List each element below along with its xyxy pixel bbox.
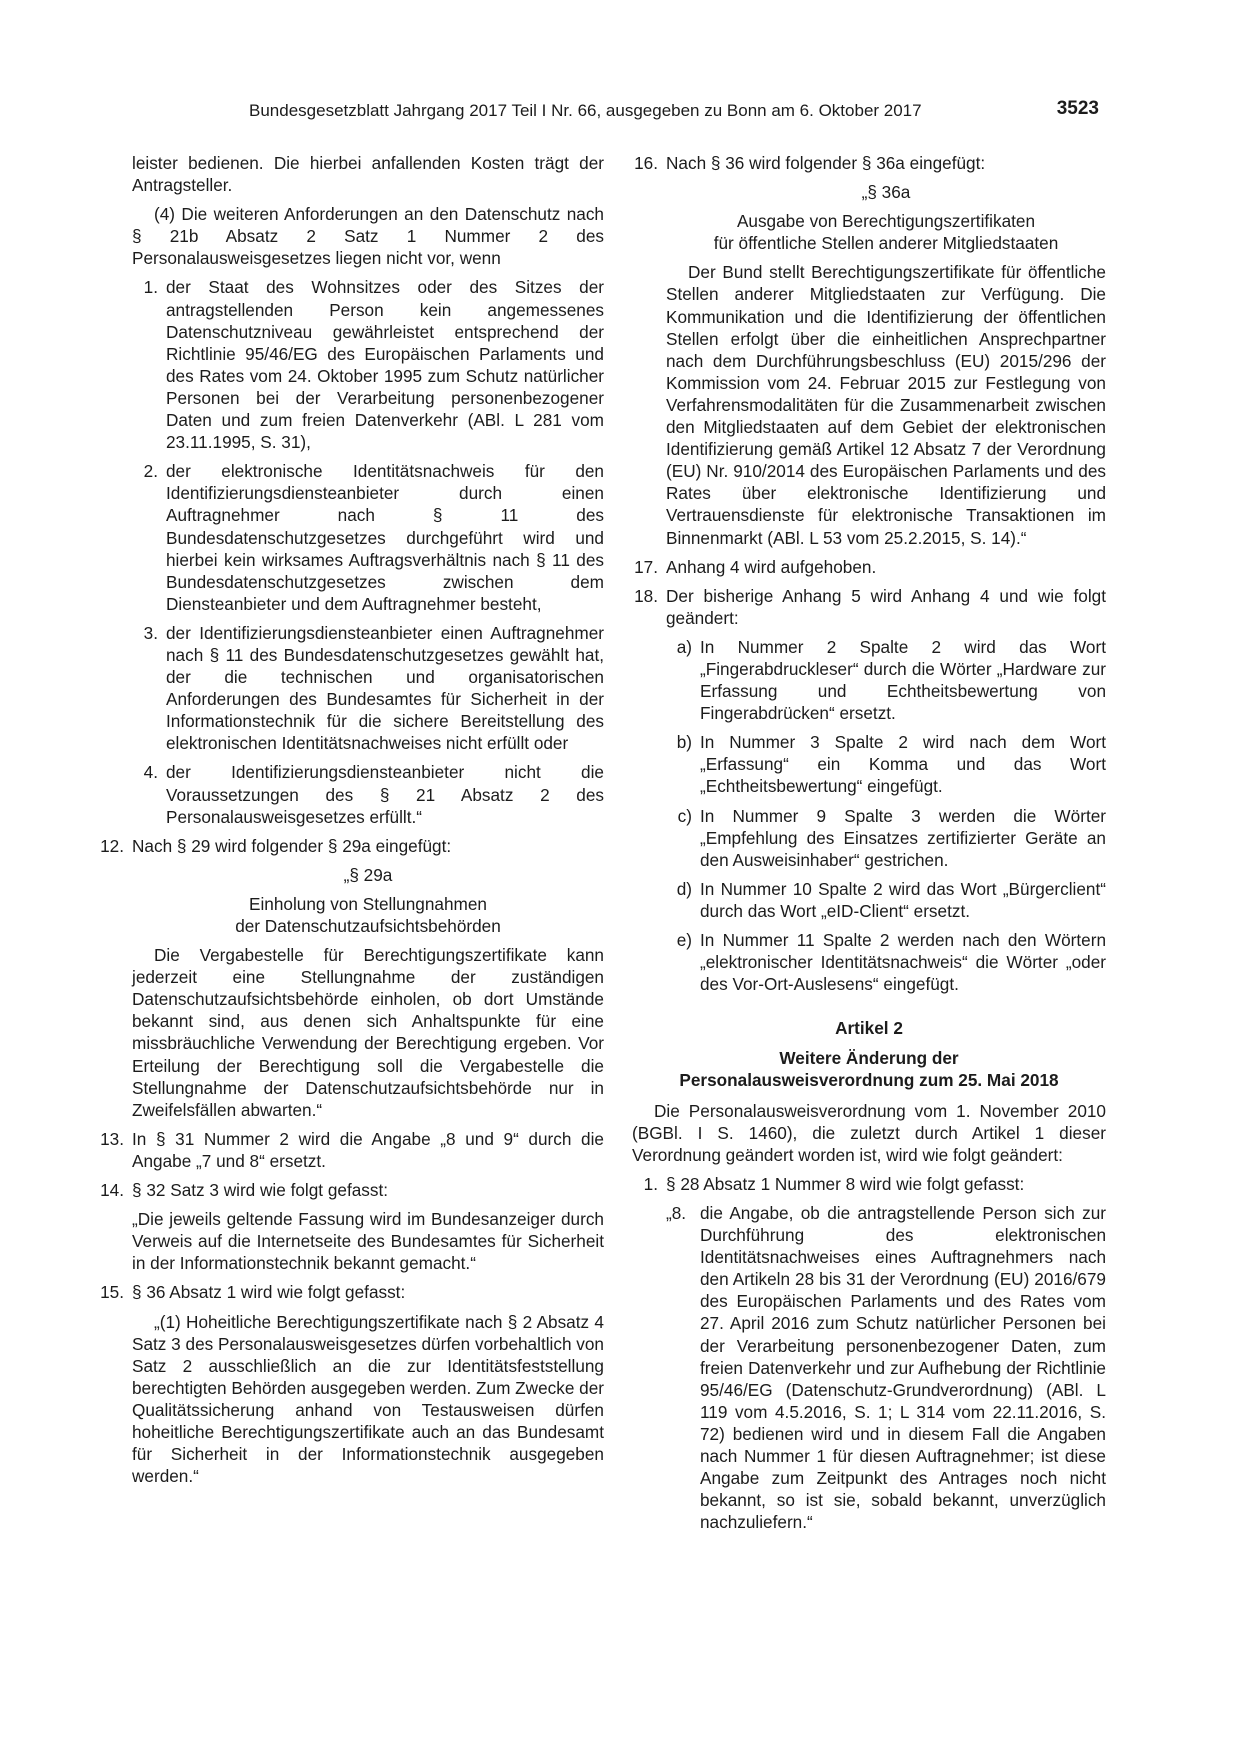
article-2-item-1 xyxy=(632,1173,1106,1195)
section-36a-block xyxy=(666,181,1106,549)
list-item xyxy=(132,276,604,453)
section-29a-title-line2: der Datenschutzaufsichtsbehörden xyxy=(235,916,501,936)
item-text: Anhang 4 wird aufgehoben. xyxy=(666,556,877,577)
sub-item xyxy=(666,929,1106,995)
article-heading: Artikel 2 xyxy=(835,1018,903,1039)
sub-item xyxy=(666,805,1106,871)
list-text: der Identifizierungsdiensteanbieter einen Auftragnehmer nach § 11 des Bundesdatenschutzgesetzes gewählt hat, der die technischen und organisatorischen Anforderungen des Bundesamtes für Sicherheit in der Informationstechnik für die sichere Bereitstellung des elektronischen Identitätsnachweises nicht erfüllt oder xyxy=(166,622,604,754)
amendment-item-15 xyxy=(98,1281,604,1303)
right-column xyxy=(632,152,1106,1540)
sub-item-text: In Nummer 10 Spalte 2 wird das Wort „Bürgerclient“ durch das Wort „eID-Client“ ersetzt. xyxy=(700,878,1106,921)
section-36a-title-line1: Ausgabe von Berechtigungszertifikaten xyxy=(736,211,1036,232)
item-text: Der bisherige Anhang 5 wird Anhang 4 und wie folgt geändert: xyxy=(666,585,1106,628)
article-title-line2: Personalausweisverordnung zum 25. Mai 2018 xyxy=(679,1070,1059,1091)
item-text: Nach § 36 wird folgender § 36a eingefügt: xyxy=(666,153,986,173)
left-column xyxy=(100,152,604,1494)
item-15-quote: „(1) Hoheitliche Berechtigungszertifikate nach § 2 Absatz 4 Satz 3 des Personalausweisgesetzes dürfen vorbehaltlich von Satz 2 ausschließlich an die zur Identitätsfeststellung berechtigten Behörden ausgegeben werden. Zum Zwecke der Qualitätssicherung anhand von Testausweisen dürfen hoheitliche Berechtigungszertifikate auch an das Bundesamt für Sicherheit in der Informationstechnik ausgegeben werden.“ xyxy=(132,1311,604,1487)
continued-paragraph: leister bedienen. Die hierbei anfallenden Kosten trägt der Antragsteller. xyxy=(132,153,604,196)
sub-item-text: In Nummer 9 Spalte 3 werden die Wörter „Empfehlung des Einsatzes zertifizierter Geräte an den Ausweisinhaber“ gestrichen. xyxy=(700,805,1106,870)
running-title: Bundesgesetzblatt Jahrgang 2017 Teil I Nr. 66, ausgegeben zu Bonn am 6. Oktober 2017 xyxy=(249,101,922,120)
sub-item-letter: c) xyxy=(677,805,692,826)
sub-item-letter: a) xyxy=(676,636,692,657)
section-29a-text: Die Vergabestelle für Berechtigungszertifikate kann jederzeit eine Stellungnahme der zuständigen Datenschutzaufsichtsbehörde einholen, ob dort Umstände bekannt sind, aus denen sich Anhaltspunkte für eine missbräuchliche Verwendung der Berechtigung ergeben. Vor Erteilung der Berechtigung soll die Vergabestelle die Stellungnahme der Datenschutzaufsichtsbehörde nur in Zweifelsfällen abwarten.“ xyxy=(132,945,604,1120)
section-36a-title-line2: für öffentliche Stellen anderer Mitgliedstaaten xyxy=(713,233,1059,254)
item-text: § 32 Satz 3 wird wie folgt gefasst: xyxy=(132,1180,389,1201)
amendment-item-13 xyxy=(98,1128,604,1172)
item-number: 18. xyxy=(634,585,658,606)
sub-item xyxy=(666,731,1106,797)
list-item xyxy=(132,460,604,615)
sub-item-letter: e) xyxy=(676,930,692,950)
item-number: 17. xyxy=(634,556,658,577)
item-14-quote: „Die jeweils geltende Fassung wird im Bundesanzeiger durch Verweis auf die Internetseite des Bundesamtes für Sicherheit in der Informationstechnik bekannt gemacht.“ xyxy=(132,1209,604,1274)
item-number: 15. xyxy=(100,1282,124,1303)
section-36a-title xyxy=(666,210,1106,254)
list-text: der Identifizierungsdiensteanbieter nicht die Voraussetzungen des § 21 Absatz 2 des Personalausweisgesetzes erfüllt.“ xyxy=(166,762,604,827)
item-number: 13. xyxy=(100,1128,124,1149)
list-number: 4. xyxy=(143,762,158,783)
list-number: 2. xyxy=(143,461,158,482)
section-29a-title xyxy=(132,893,604,937)
item-number: 14. xyxy=(100,1180,124,1201)
section-29a-title-line1: Einholung von Stellungnahmen xyxy=(249,893,487,914)
quoted-number: „8. xyxy=(666,1202,687,1223)
sub-item-letter: d) xyxy=(676,878,692,899)
article-intro: Die Personalausweisverordnung vom 1. November 2010 (BGBl. I S. 1460), die zuletzt durch Artikel 1 dieser Verordnung geändert worden ist, wird wie folgt geändert: xyxy=(632,1100,1106,1165)
item-text: Nach § 29 wird folgender § 29a eingefügt: xyxy=(132,835,452,856)
sub-item-text: In Nummer 11 Spalte 2 werden nach den Wörtern „elektronischer Identitätsnachweis“ die Wörter „oder des Vor-Ort-Auslesens“ eingefügt. xyxy=(700,930,1106,995)
article-title-line1: Weitere Änderung der xyxy=(779,1048,959,1069)
amendment-item-16 xyxy=(632,152,1106,174)
amendment-item-17 xyxy=(632,556,1106,578)
sub-item xyxy=(666,878,1106,922)
list-text: der Staat des Wohnsitzes oder des Sitzes der antragstellenden Person kein angemessenes Datenschutzniveau gewährleistet entsprechend der Richtlinie 95/46/EG des Europäischen Parlaments und des Rates vom 24. Oktober 1995 zum Schutz natürlicher Personen bei der Verarbeitung personenbezogener Daten und zum freien Datenverkehr (ABl. L 281 vom 23.11.1995, S. 31), xyxy=(166,277,604,453)
item-18-sublist xyxy=(666,636,1106,995)
amendment-item-14 xyxy=(98,1179,604,1201)
sub-item-letter: b) xyxy=(676,732,692,753)
sub-item-text: In Nummer 3 Spalte 2 wird nach dem Wort „Erfassung“ ein Komma und das Wort „Echtheitsbewertung“ eingefügt. xyxy=(700,732,1106,797)
item-number: 12. xyxy=(100,835,124,856)
sub-item-text: In Nummer 2 Spalte 2 wird das Wort „Fingerabdruckleser“ durch die Wörter „Hardware zur Erfassung und Echtheitsbewertung von Fingerabdrücken“ ersetzt. xyxy=(700,636,1106,724)
page-header xyxy=(249,100,1099,126)
section-36a-text: Der Bund stellt Berechtigungszertifikate für öffentliche Stellen anderer Mitgliedstaaten zur Verfügung. Die Kommunikation und die Identifizierung der öffentlichen Stellen erfolgt über die einheitlichen Ansprechpartner nach dem Durchführungsbeschluss (EU) 2015/296 der Kommission vom 24. Februar 2015 zur Festlegung von Verfahrensmodalitäten für die Zusammenarbeit zwischen den Mitgliedstaaten auf dem Gebiet der elektronischen Identifizierung gemäß Artikel 12 Absatz 7 der Verordnung (EU) Nr. 910/2014 des Europäischen Parlaments und des Rates über elektronische Identifizierung und Vertrauensdienste für elektronische Transaktionen im Binnenmarkt (ABl. L 53 vom 25.2.2015, S. 14).“ xyxy=(666,262,1106,548)
list-text: der elektronische Identitätsnachweis für den Identifizierungsdiensteanbieter durch einen Auftragnehmer nach § 11 des Bundesdatenschutzgesetzes durchgeführt wird und hierbei kein wirksames Auftragsverhältnis nach § 11 des Bundesdatenschutzgesetzes zwischen dem Diensteanbieter und dem Auftragnehmer besteht, xyxy=(166,461,604,614)
sub-item xyxy=(666,636,1106,724)
section-29a-number: „§ 29a xyxy=(343,864,393,885)
page-number: 3523 xyxy=(1056,98,1099,119)
list-number: 1. xyxy=(143,277,158,298)
item-text: § 36 Absatz 1 wird wie folgt gefasst: xyxy=(132,1282,406,1303)
list-item xyxy=(132,622,604,755)
item-text: § 28 Absatz 1 Nummer 8 wird wie folgt gefasst: xyxy=(666,1173,1025,1194)
quoted-text: die Angabe, ob die antragstellende Person sich zur Durchführung des elektronischen Identitätsnachweises eines Auftragnehmers nach den Artikeln 28 bis 31 der Verordnung (EU) 2016/679 des Europäischen Parlaments und des Rates vom 27. April 2016 zum Schutz natürlicher Personen bei der Verarbeitung personenbezogener Daten, zum freien Datenverkehr und zur Aufhebung der Richtlinie 95/46/EG (Datenschutz-Grundverordnung) (ABl. L 119 vom 4.5.2016, S. 1; L 314 vom 22.11.2016, S. 72) bedienen wird und in diesem Fall die Angaben nach Nummer 1 für diesen Auftragnehmer; ist diese Angabe zum Zeitpunkt des Antrages noch nicht bekannt, so ist sie, sobald bekannt, unverzüglich nachzuliefern.“ xyxy=(700,1202,1106,1533)
item-text: In § 31 Nummer 2 wird die Angabe „8 und 9“ durch die Angabe „7 und 8“ ersetzt. xyxy=(132,1128,604,1171)
section-36a-number: „§ 36a xyxy=(861,182,911,203)
article-title xyxy=(632,1047,1106,1091)
list-number: 3. xyxy=(143,622,158,643)
list-item xyxy=(132,761,604,827)
item-number: 1. xyxy=(643,1173,658,1194)
paragraph-4: (4) Die weiteren Anforderungen an den Datenschutz nach § 21b Absatz 2 Satz 1 Nummer 2 des Personalausweisgesetzes liegen nicht vor, wenn xyxy=(132,204,604,269)
amendment-item-18 xyxy=(632,585,1106,629)
item-number: 16. xyxy=(634,153,658,173)
amendment-item-12 xyxy=(98,835,604,857)
article-2-quoted-number-8 xyxy=(666,1202,1106,1533)
